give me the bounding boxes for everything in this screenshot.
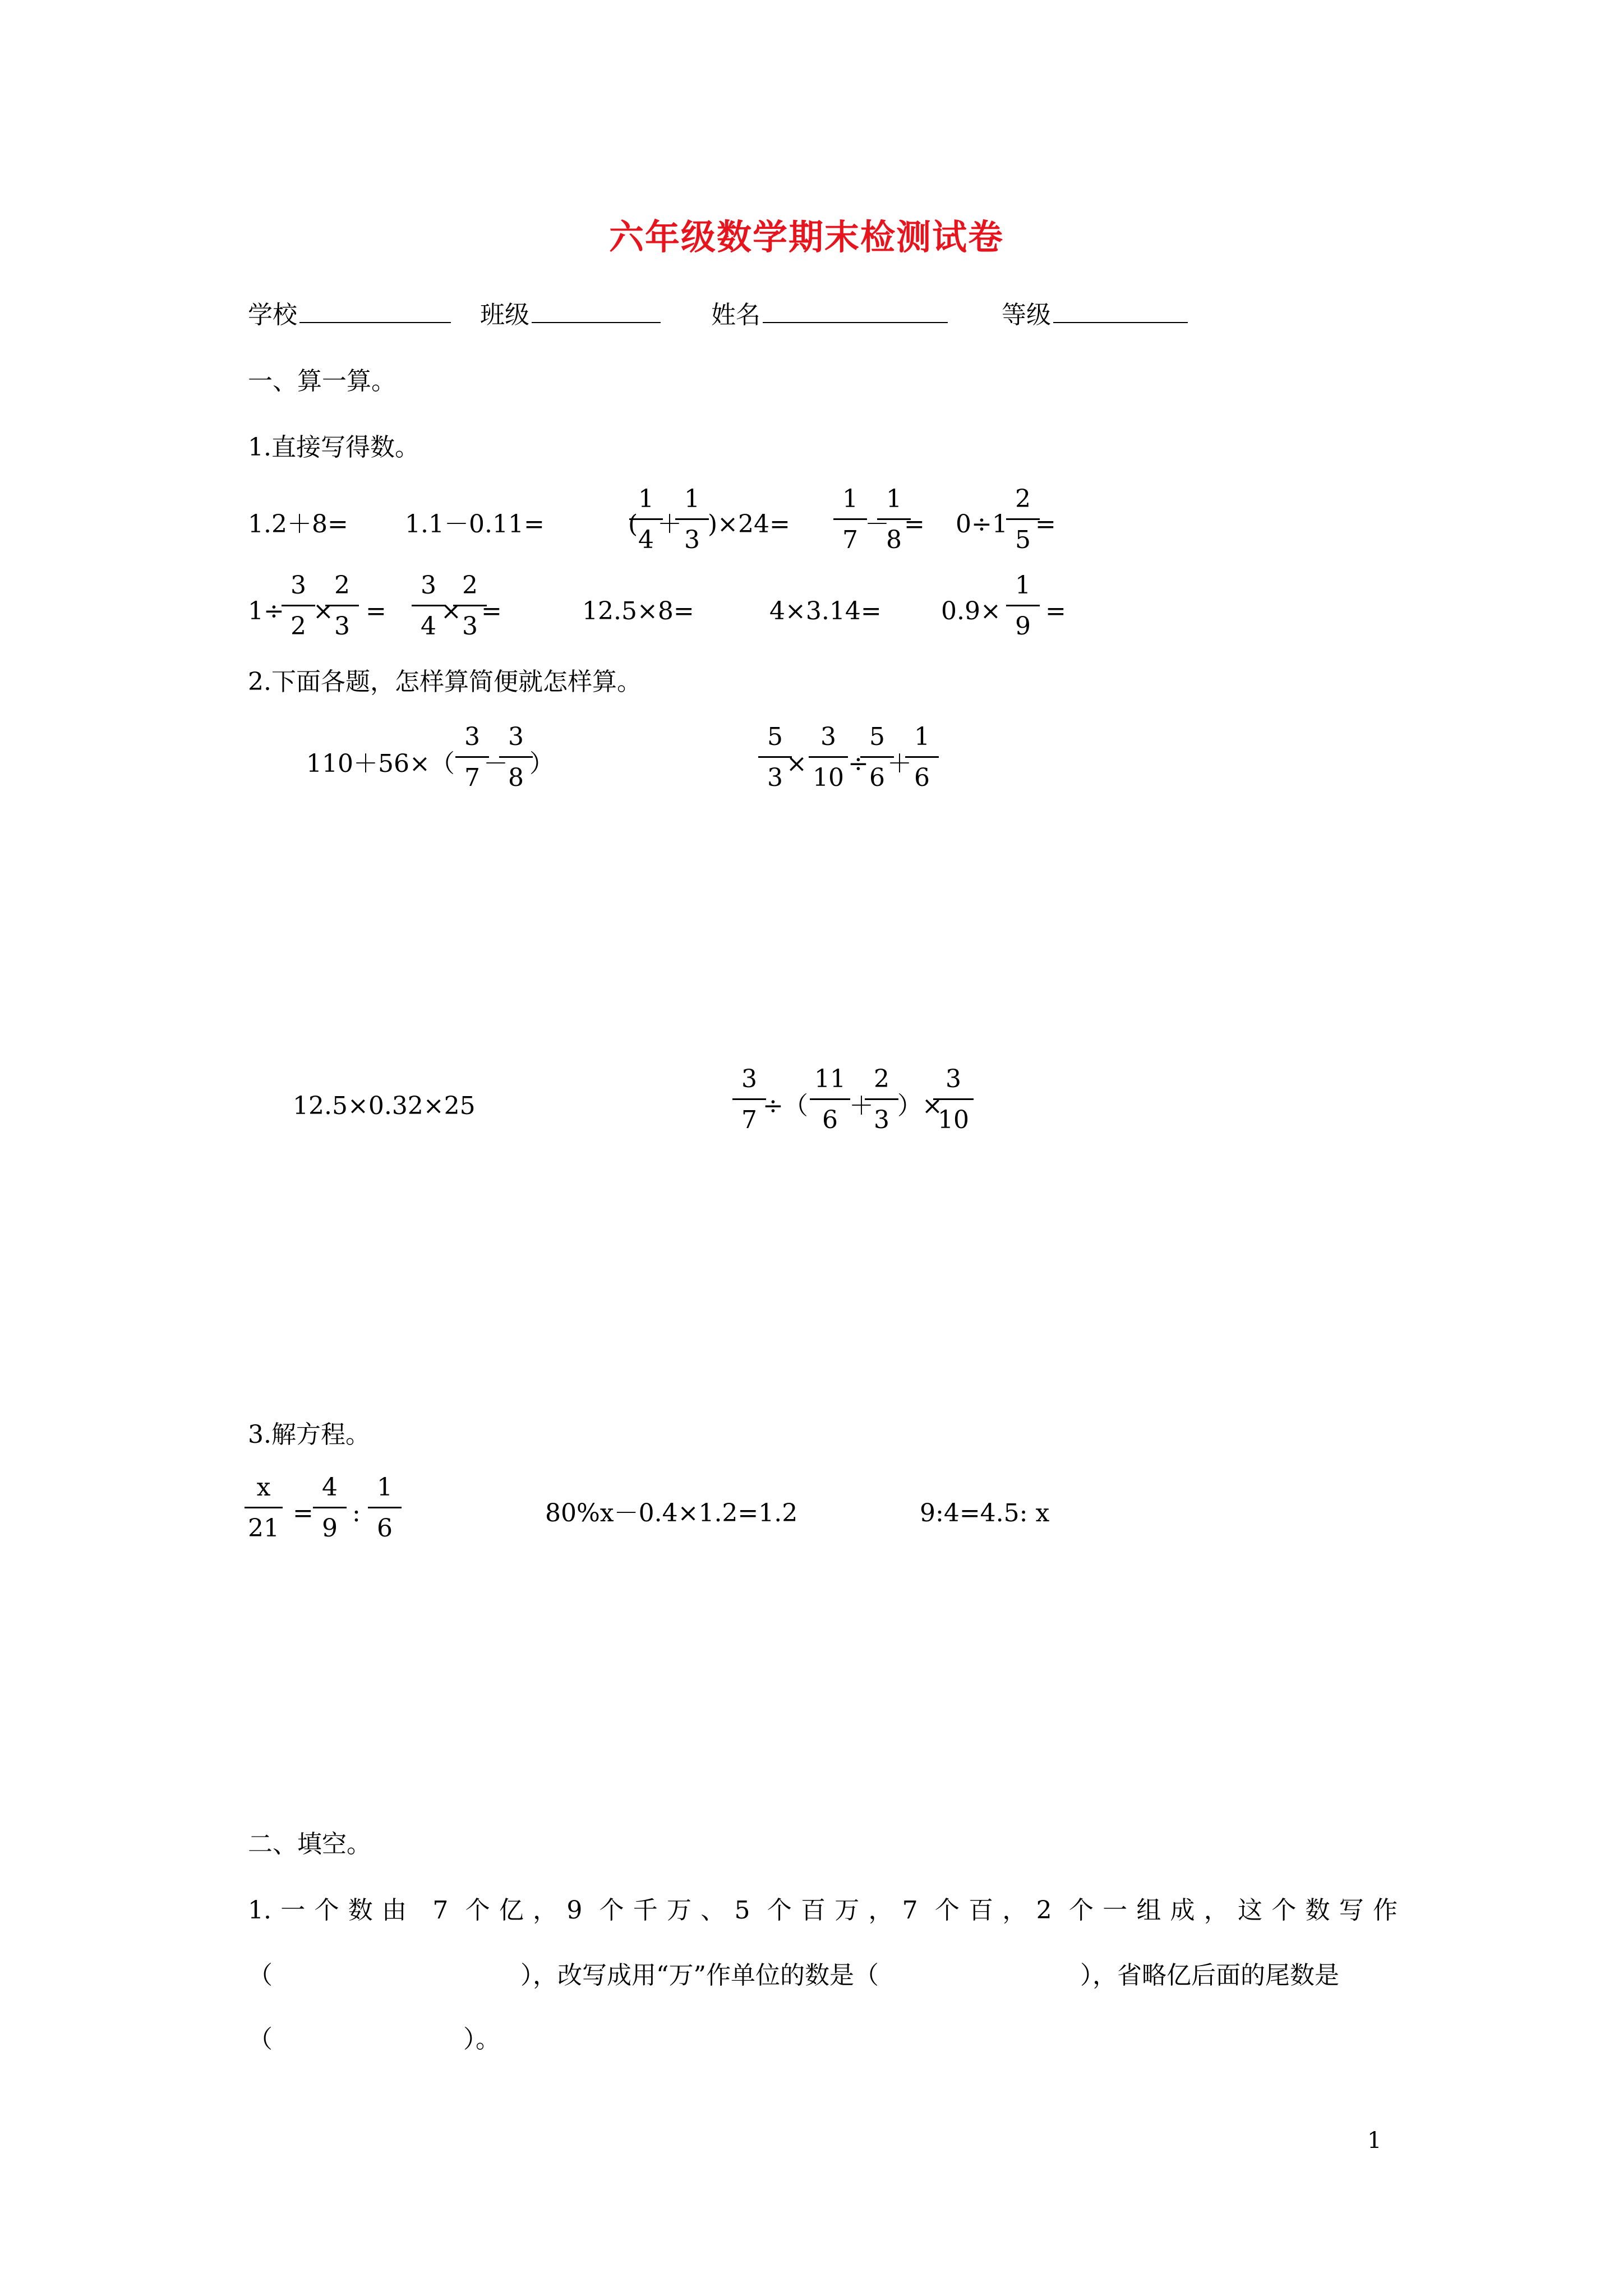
- numerator: 1: [914, 723, 930, 751]
- fraction-bar: [313, 1507, 347, 1508]
- fraction-bar: [412, 605, 445, 606]
- expression-lead: 0.9×: [941, 597, 1001, 625]
- fraction-bar: [833, 518, 867, 520]
- fraction-bar: [865, 1098, 898, 1100]
- answer-blank-1[interactable]: [280, 1961, 516, 1990]
- fraction: [1006, 573, 1040, 639]
- denominator: 3: [767, 763, 783, 792]
- numerator: 3: [946, 1065, 961, 1093]
- q1-label: 1.直接写得数。: [248, 433, 419, 462]
- numerator: 1: [377, 1473, 393, 1502]
- calc-r2-e4: 4×3.14=: [769, 597, 882, 625]
- expression-tail: =: [904, 510, 925, 539]
- expression-tail: =: [1045, 597, 1066, 625]
- denominator: 4: [638, 526, 654, 554]
- numerator: 11: [814, 1065, 846, 1093]
- numerator: 1: [638, 485, 654, 513]
- fraction-bar: [933, 1098, 974, 1100]
- page-title: 六年级数学期末检测试卷: [609, 217, 1004, 257]
- grade-label: 等级: [1002, 301, 1051, 329]
- paren-open: （: [248, 2025, 273, 2054]
- fraction: [313, 1475, 347, 1541]
- line2-middle-text: ），改写成用“万”作单位的数是（: [520, 1961, 879, 1990]
- fraction: [833, 487, 867, 553]
- numerator: 3: [464, 723, 480, 751]
- numerator: 2: [334, 571, 350, 600]
- denominator: 3: [684, 526, 700, 554]
- operator: ÷: [848, 749, 869, 778]
- numerator: 3: [820, 723, 836, 751]
- fraction: [732, 1067, 766, 1133]
- fraction-bar: [282, 605, 315, 606]
- denominator: 7: [741, 1106, 757, 1134]
- equation-c: 9:4=4.5: x: [920, 1499, 1050, 1527]
- denominator: 3: [462, 612, 478, 641]
- numerator: 5: [869, 723, 885, 751]
- expression-lead: 0÷1: [956, 510, 1008, 539]
- denominator: 6: [914, 763, 930, 792]
- fraction: [1006, 487, 1040, 553]
- denominator: 9: [322, 1514, 338, 1543]
- numerator: 3: [508, 723, 524, 751]
- fraction-bar: [732, 1098, 766, 1100]
- numerator: 2: [1015, 485, 1031, 513]
- q2-label: 2.下面各题，怎样算简便就怎样算。: [248, 668, 642, 696]
- denominator: 8: [508, 763, 524, 792]
- denominator: 7: [842, 526, 858, 554]
- simplify-c: 12.5×0.32×25: [293, 1092, 476, 1120]
- fraction: [368, 1475, 402, 1541]
- grade-field: [1002, 303, 1188, 328]
- fraction-bar: [675, 518, 709, 520]
- numerator: 2: [874, 1065, 889, 1093]
- calc-r2-e3: 12.5×8=: [582, 597, 694, 625]
- name-field: [711, 303, 948, 328]
- answer-blank-3[interactable]: [280, 2025, 460, 2054]
- denominator: 21: [248, 1514, 279, 1543]
- fill-q1-line1: 1.一个数由 7 个亿，9 个千万、5 个百万，7 个百，2 个一组成，这个数写作: [248, 1896, 1398, 1925]
- school-label: 学校: [248, 301, 297, 329]
- equation-b: 80%x－0.4×1.2=1.2: [545, 1499, 798, 1527]
- numerator: 3: [291, 571, 306, 600]
- section1-heading: 一、算一算。: [248, 367, 396, 395]
- name-label: 姓名: [711, 301, 760, 329]
- operator: ×: [313, 597, 334, 625]
- ratio-colon: :: [352, 1499, 361, 1527]
- class-field: [480, 303, 661, 328]
- operator: ）×: [897, 1092, 943, 1120]
- fraction: [325, 573, 359, 639]
- denominator: 5: [1015, 526, 1031, 554]
- fraction: [412, 573, 445, 639]
- numerator: 3: [741, 1065, 757, 1093]
- numerator: 2: [462, 571, 478, 600]
- fraction: [282, 573, 315, 639]
- paren-open: （: [248, 1961, 273, 1990]
- operator: ×: [786, 749, 807, 778]
- q3-label: 3.解方程。: [248, 1420, 370, 1449]
- page-number: 1: [1367, 2128, 1382, 2154]
- numerator: 5: [767, 723, 783, 751]
- class-blank[interactable]: [532, 320, 661, 323]
- section2-heading: 二、填空。: [248, 1830, 371, 1858]
- numerator: 1: [886, 485, 902, 513]
- operator: －: [865, 510, 889, 539]
- numerator: 1: [842, 485, 858, 513]
- fraction-bar: [499, 756, 533, 758]
- school-field: [248, 303, 451, 328]
- operator: ＋: [887, 749, 912, 778]
- operator: －: [483, 749, 508, 778]
- numerator: 1: [1015, 571, 1031, 600]
- fraction: [809, 725, 848, 790]
- expression-tail: )×24=: [708, 510, 790, 539]
- fraction: [905, 725, 939, 790]
- fraction-bar: [1006, 518, 1040, 520]
- line2-end-text: ），省略亿后面的尾数是: [1080, 1961, 1339, 1990]
- denominator: 9: [1015, 612, 1031, 641]
- calc-r1-e2: 1.1－0.11=: [405, 510, 545, 539]
- expression-lead: 1÷: [248, 597, 284, 625]
- expression-tail: =: [366, 597, 386, 625]
- numerator: 1: [684, 485, 700, 513]
- operator: ＋: [849, 1092, 874, 1120]
- fraction: [675, 487, 709, 553]
- denominator: 6: [377, 1514, 393, 1543]
- fraction-bar: [905, 756, 939, 758]
- expression-tail: ）: [529, 749, 554, 778]
- denominator: 10: [938, 1106, 969, 1134]
- name-blank[interactable]: [763, 320, 948, 323]
- denominator: 6: [822, 1106, 838, 1134]
- numerator: x: [256, 1473, 271, 1502]
- paren-open: (: [628, 510, 638, 539]
- expression-tail: =: [481, 597, 502, 625]
- fraction-bar: [809, 756, 848, 758]
- equals: =: [293, 1499, 313, 1527]
- fraction-bar: [1006, 605, 1040, 606]
- calc-r1-e1: 1.2＋8=: [248, 510, 348, 539]
- operator: ×: [441, 597, 462, 625]
- fraction: [245, 1475, 283, 1541]
- class-label: 班级: [480, 301, 529, 329]
- numerator: 4: [322, 1473, 338, 1502]
- answer-blank-2[interactable]: [961, 1961, 1073, 1990]
- expression-tail: =: [1035, 510, 1056, 539]
- denominator: 2: [291, 612, 306, 641]
- fraction: [810, 1067, 850, 1133]
- fraction-bar: [810, 1098, 850, 1100]
- numerator: 3: [421, 571, 436, 600]
- denominator: 10: [813, 763, 844, 792]
- fraction: [933, 1067, 974, 1133]
- fraction: [865, 1067, 898, 1133]
- denominator: 4: [421, 612, 436, 641]
- grade-blank[interactable]: [1053, 320, 1188, 323]
- denominator: 6: [869, 763, 885, 792]
- denominator: 3: [334, 612, 350, 641]
- fraction: [499, 725, 533, 790]
- school-blank[interactable]: [299, 320, 451, 323]
- denominator: 8: [886, 526, 902, 554]
- denominator: 3: [874, 1106, 889, 1134]
- fraction-bar: [245, 1507, 283, 1508]
- operator: ＋: [657, 510, 682, 539]
- operator: ÷（: [763, 1092, 808, 1120]
- fraction-bar: [368, 1507, 402, 1508]
- paren-close: ）。: [463, 2025, 500, 2054]
- denominator: 7: [464, 763, 480, 792]
- expression-lead: 110＋56×（: [306, 749, 455, 778]
- fraction-bar: [325, 605, 359, 606]
